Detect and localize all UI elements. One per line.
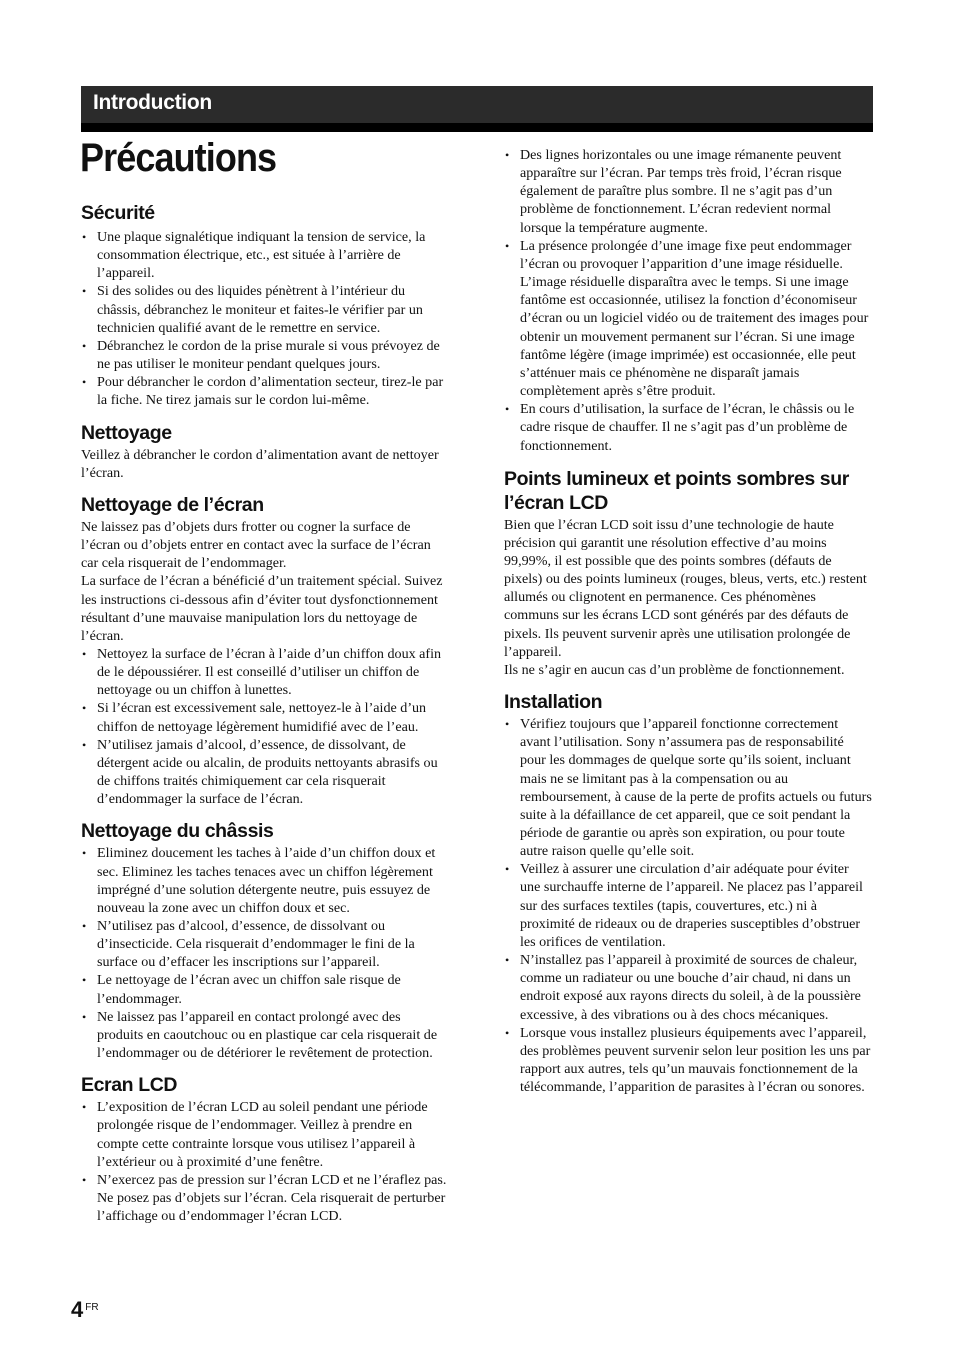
list-item: • Vérifiez toujours que l’appareil fonctionne correctement avant l’utilisation. Sony n’assumera pas de responsabilité pour les dommages de quelque sorte qu’ils soient, incluant mais ne se limitant pas à la compensation ou au remboursement, à cause de la perte de profits actuels ou futurs suite à la défaillance de cet appareil, que ce soit pendant la période de garantie ou après son expiration, ou pour toute autre raison quelle qu’elle soit. [504,715,872,860]
nettoyage-text: Veillez à débrancher le cordon d’alimentation avant de nettoyer l’écran. [81,446,439,481]
ecran-lcd-list [81,1098,449,1225]
section-header-bar [81,86,873,124]
nettoyage-ecran-p1: Ne laissez pas d’objets durs frotter ou cogner la surface de l’écran ou d’objets entrer en contact avec la surface de l’écran car cela risquerait de l’endommager. [81,518,431,572]
list-item: • Le nettoyage de l’écran avec un chiffon sale risque de l’endommager. [81,971,449,1007]
list-item: • L’exposition de l’écran LCD au soleil pendant une période prolongée risque de l’endommager. Veillez à prendre en compte cette contrainte lorsque vous utilisez l’appareil à l’extérieur ou à proximité d’une fenêtre. [81,1098,449,1171]
points-p1: Bien que l’écran LCD soit issu d’une technologie de haute précision qui garantit une résolution effective d’au moins 99,99%, il est possible que des points sombres (défauts de pixels) ou des points lumineux (rouges, bleus, verts, etc.) restent allumés ou clignotent en permanence. Ces phénomènes communs sur les écrans LCD sont générés par des défauts de pixels. Ils peuvent survenir après une utilisation prolongée de l’appareil. [504,516,867,660]
list-item: • N’utilisez pas d’alcool, d’essence, de dissolvant ou d’insecticide. Cela risquerait d’endommager le fini de la surface ou d’effacer les inscriptions sur l’appareil. [81,917,449,971]
page-footer [71,1297,99,1323]
installation-list [504,715,872,1096]
language-code: FR [85,1302,99,1313]
points-p2: Ils ne s’agir en aucun cas d’un problème de fonctionnement. [504,661,845,678]
list-item: • N’installez pas l’appareil à proximité de sources de chaleur, comme un radiateur ou une bouche d’air chaud, ni dans un endroit exposé aux rayons directs du soleil, à de la poussière excessive, à des vibrations ou à des chocs mécaniques. [504,951,872,1024]
left-column [81,201,449,1225]
list-item: • Débranchez le cordon de la prise murale si vous prévoyez de ne pas utiliser le moniteur pendant quelques jours. [81,337,449,373]
list-item: • N’utilisez jamais d’alcool, d’essence, de dissolvant, de détergent acide ou alcalin, de produits nettoyants abrasifs ou de chiffons traités chimiquement car cela risquerait d’endommager la surface de l’écran. [81,736,449,809]
heading-nettoyage-chassis: Nettoyage du châssis [81,820,274,843]
heading-nettoyage: Nettoyage [81,421,172,444]
heading-nettoyage-ecran: Nettoyage de l’écran [81,493,264,516]
list-item: • Des lignes horizontales ou une image rémanente peuvent apparaître sur l’écran. Par temps très froid, l’écran risque également de paraître plus sombre. Il ne s’agit pas d’un problème de fonctionnement. L’écran redevient normal lorsque la température augmente. [504,146,872,237]
list-item: • En cours d’utilisation, la surface de l’écran, le châssis ou le cadre risque de chauffer. Il ne s’agit pas d’un problème de fonctionnement. [504,400,872,454]
list-item: • N’exercez pas de pression sur l’écran LCD et ne l’éraflez pas. Ne posez pas d’objets sur l’écran. Cela risquerait de perturber l’affichage ou d’endommager l’écran LCD. [81,1171,449,1225]
right-column [504,146,872,1096]
list-item: • Lorsque vous installez plusieurs équipements avec l’appareil, des problèmes peuvent survenir selon leur position les uns par rapport aux autres, tels qu’un mauvais fonctionnement de la télécommande, l’apparition de parasites à l’écran ou sonores. [504,1024,872,1097]
securite-list [81,228,449,410]
list-item: • Une plaque signalétique indiquant la tension de service, la consommation électrique, etc., est située à l’arrière de l’appareil. [81,228,449,282]
heading-points: Points lumineux et points sombres sur l’écran LCD [504,467,849,514]
list-item: • La présence prolongée d’une image fixe peut endommager l’écran ou provoquer l’apparition d’une image résiduelle. L’image résiduelle disparaîtra avec le temps. Si une image fantôme est occasionnée, utilisez la fonction d’économiseur d’écran ou un logiciel vidéo ou de traitement des images pour obtenir un mouvement permanent sur l’écran. Si une image fantôme légère (image imprimée) est occasionnée, elle peut s’atténuer mais ce phénomène ne disparaît jamais complètement après s’être produit. [504,237,872,400]
ecran-lcd-cont-list [504,146,872,455]
section-label: Introduction [93,91,212,114]
header-rule [81,124,873,132]
heading-installation: Installation [504,691,603,714]
list-item: • Si des solides ou des liquides pénètrent à l’intérieur du châssis, débranchez le moniteur et faites-le vérifier par un technicien qualifié avant de le remettre en service. [81,282,449,336]
list-item: • Ne laissez pas l’appareil en contact prolongé avec des produits en caoutchouc ou en plastique car cela risquerait de l’endommager ou de détériorer le revêtement de protection. [81,1008,449,1062]
nettoyage-ecran-list [81,645,449,808]
list-item: • Si l’écran est excessivement sale, nettoyez-le à l’aide d’un chiffon de nettoyage légèrement humidifié avec de l’eau. [81,699,449,735]
list-item: • Veillez à assurer une circulation d’air adéquate pour éviter une surchauffe interne de l’appareil. Ne placez pas l’appareil sur des surfaces textiles (tapis, couvertures, etc.) ni à proximité de rideaux ou de draperies susceptibles d’obstruer les orifices de ventilation. [504,860,872,951]
list-item: • Nettoyez la surface de l’écran à l’aide d’un chiffon doux afin de le dépoussiérer. Il est conseillé d’utiliser un chiffon de nettoyage ou un chiffon à lunettes. [81,645,449,699]
heading-ecran-lcd: Ecran LCD [81,1074,178,1097]
nettoyage-ecran-p2: La surface de l’écran a bénéficié d’un traitement spécial. Suivez les instructions ci-dessous afin d’éviter tout dysfonctionnement résultant d’une mauvaise manipulation lors du nettoyage de l’écran. [81,573,443,644]
list-item: • Eliminez doucement les taches à l’aide d’un chiffon doux et sec. Eliminez les taches tenaces avec un chiffon légèrement imprégné d’une solution détergente neutre, puis essuyez de nouveau la zone avec un chiffon doux et sec. [81,844,449,917]
nettoyage-chassis-list [81,844,449,1062]
heading-securite: Sécurité [81,202,155,224]
page-title: Précautions [80,136,277,180]
page-number: 4 [71,1297,84,1322]
list-item: • Pour débrancher le cordon d’alimentation secteur, tirez-le par la fiche. Ne tirez jamais sur le cordon lui-même. [81,373,449,409]
